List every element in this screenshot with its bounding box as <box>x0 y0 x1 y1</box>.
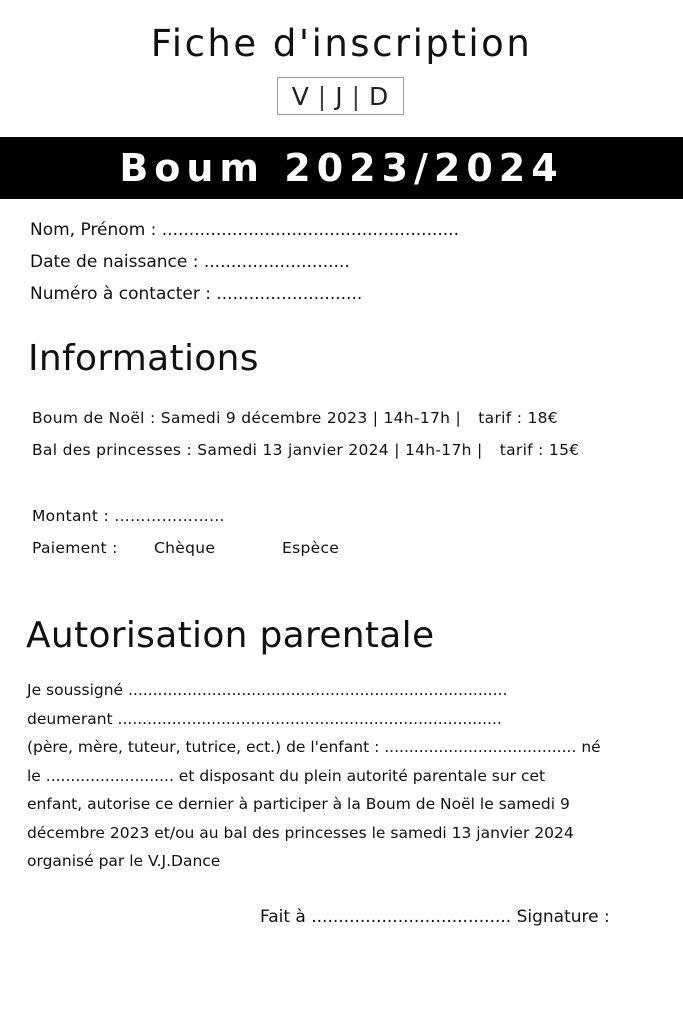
paiement-option-cheque[interactable]: Chèque <box>154 539 216 557</box>
informations-heading: Informations <box>28 338 259 379</box>
autorisation-paragraph <box>27 676 601 876</box>
autorisation-line: enfant, autorise ce dernier à participer à la Boum de Noël le samedi 9 <box>27 795 570 813</box>
autorisation-line: (père, mère, tuteur, tutrice, ect.) de l'enfant : ....................................... né <box>27 738 601 756</box>
paiement-option-espece[interactable]: Espèce <box>282 539 340 557</box>
event-boum-noel <box>32 409 558 427</box>
autorisation-heading: Autorisation parentale <box>26 615 435 656</box>
birthdate-field[interactable]: Date de naissance : ........................... <box>30 252 350 272</box>
signature-line[interactable]: Fait à ..................................... Signature : <box>260 907 610 927</box>
logo-separator-icon: | <box>317 81 328 111</box>
logo-letter-j: J <box>335 81 344 111</box>
event-tarif: tarif : 15€ <box>499 441 580 459</box>
event-description: Bal des princesses : Samedi 13 janvier 2024 | 14h-17h | <box>32 441 483 459</box>
autorisation-line: organisé par le V.J.Dance <box>27 852 221 870</box>
event-bal-princesses <box>32 441 579 459</box>
autorisation-line: Je soussigné ............................................................................. <box>27 681 508 699</box>
vjd-logo <box>277 77 404 115</box>
phone-field[interactable]: Numéro à contacter : ........................... <box>30 284 363 304</box>
paiement-label: Paiement : <box>32 539 118 557</box>
logo-letter-v: V <box>291 81 310 111</box>
logo-letter-d: D <box>369 81 390 111</box>
autorisation-line: deumerant .............................................................................. <box>27 709 502 728</box>
form-title: Fiche d'inscription <box>150 22 533 65</box>
autorisation-line: décembre 2023 et/ou au bal des princesses le samedi 13 janvier 2024 <box>27 823 574 842</box>
event-banner <box>0 137 683 199</box>
montant-field[interactable]: Montant : ………………… <box>32 507 225 525</box>
logo-separator-icon: | <box>351 81 362 111</box>
event-description: Boum de Noël : Samedi 9 décembre 2023 | 14h-17h | <box>32 409 462 427</box>
autorisation-line: le .......................... et disposant du plein autorité parentale sur cet <box>27 766 546 785</box>
event-tarif: tarif : 18€ <box>478 409 558 427</box>
event-banner-title: Boum 2023/2024 <box>119 146 564 190</box>
name-field[interactable]: Nom, Prénom : ....................................................... <box>30 220 459 240</box>
